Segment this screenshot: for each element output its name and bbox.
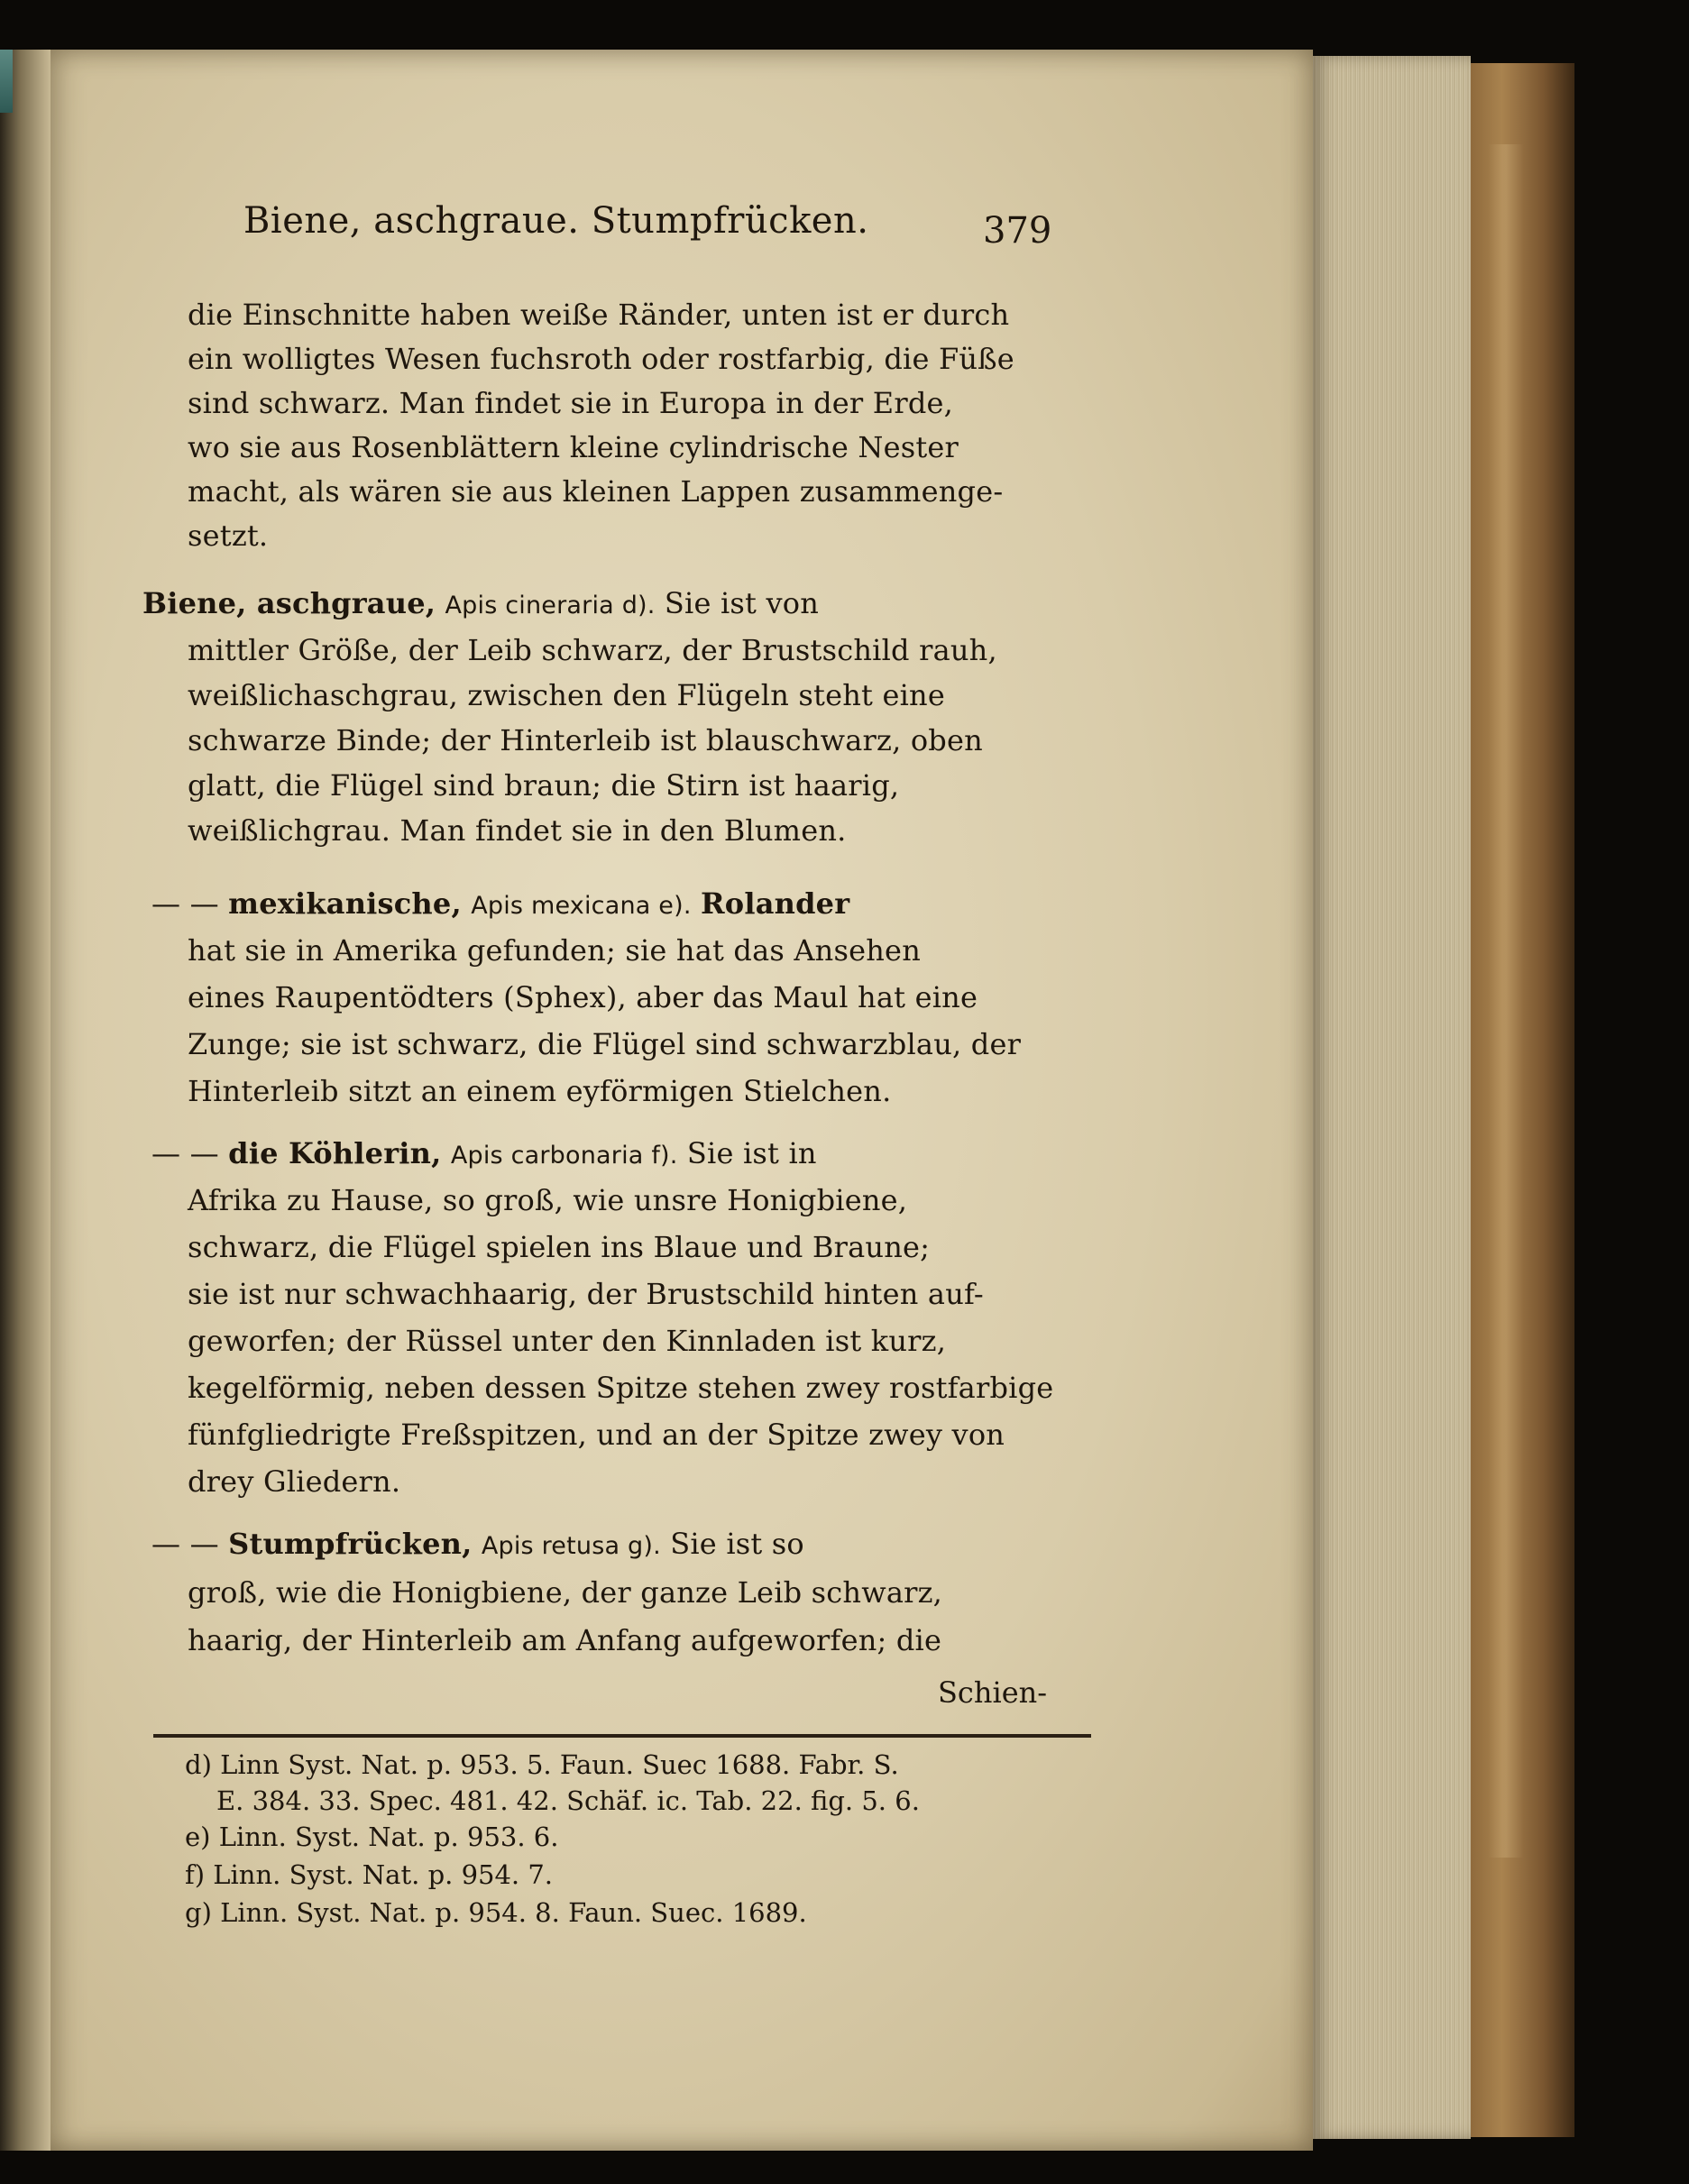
footnote-d: d) Linn Syst. Nat. p. 953. 5. Faun. Suec 1688. Fabr. S. (185, 1749, 899, 1780)
entry-stumpfruecken-first-line (151, 1527, 804, 1561)
text-line: haarig, der Hinterleib am Anfang aufgeworfen; die (188, 1623, 942, 1657)
text-line: Afrika zu Hause, so groß, wie unsre Honigbiene, (188, 1183, 908, 1217)
entry-text: Sie ist in (686, 1136, 817, 1170)
entry-heading: mexikanische, (228, 886, 462, 921)
left-page-edge (0, 50, 50, 2151)
text-line: fünfgliedrigte Freßspitzen, und an der Spitze zwey von (188, 1418, 1005, 1452)
dash: — — (151, 1136, 219, 1170)
latin-name: Apis mexicana e). (471, 892, 692, 920)
text-line: weißlichaschgrau, zwischen den Flügeln steht eine (188, 678, 946, 712)
text-line: die Einschnitte haben weiße Ränder, unten ist er durch (188, 298, 1010, 332)
entry-heading: Stumpfrücken, (228, 1527, 473, 1561)
text-line: glatt, die Flügel sind braun; die Stirn ist haarig, (188, 768, 900, 803)
text-line: ein wolligtes Wesen fuchsroth oder rostfarbig, die Füße (188, 342, 1014, 376)
footnote-f: f) Linn. Syst. Nat. p. 954. 7. (185, 1859, 554, 1890)
entry-aschgraue-first-line (142, 586, 819, 620)
entry-text: Rolander (701, 886, 850, 921)
entry-heading: die Köhlerin, (228, 1136, 442, 1170)
text-line: drey Gliedern. (188, 1464, 401, 1499)
text-line: schwarz, die Flügel spielen ins Blaue und Braune; (188, 1230, 931, 1264)
page-number: 379 (983, 210, 1052, 252)
text-line: geworfen; der Rüssel unter den Kinnladen ist kurz, (188, 1324, 947, 1358)
text-line: sind schwarz. Man findet sie in Europa in der Erde, (188, 386, 954, 420)
latin-name: Apis cineraria d). (445, 592, 656, 619)
footnote-rule (153, 1734, 1091, 1738)
entry-mexikanische-first-line (151, 886, 849, 921)
latin-name: Apis carbonaria f). (450, 1142, 678, 1170)
dash: — — (151, 886, 219, 921)
footnote-d-continued: E. 384. 33. Spec. 481. 42. Schäf. ic. Tab. 22. fig. 5. 6. (216, 1785, 920, 1816)
text-line: mittler Größe, der Leib schwarz, der Brustschild rauh, (188, 633, 997, 667)
text-line: kegelförmig, neben dessen Spitze stehen zwey rostfarbige (188, 1371, 1054, 1405)
bookmark-ribbon (0, 50, 13, 113)
entry-text: Sie ist von (664, 586, 820, 620)
text-line: groß, wie die Honigbiene, der ganze Leib schwarz, (188, 1575, 943, 1610)
text-line: Zunge; sie ist schwarz, die Flügel sind schwarzblau, der (188, 1027, 1022, 1061)
catchword: Schien- (938, 1675, 1048, 1710)
text-line: schwarze Binde; der Hinterleib ist blauschwarz, oben (188, 723, 983, 757)
footnote-g: g) Linn. Syst. Nat. p. 954. 8. Faun. Suec. 1689. (185, 1897, 807, 1928)
running-header-title: Biene, aschgraue. Stumpfrücken. (243, 200, 869, 242)
entry-text: Sie ist so (670, 1527, 804, 1561)
entry-koehlerin-first-line (151, 1136, 817, 1170)
text-line: weißlichgrau. Man findet sie in den Blumen. (188, 813, 847, 848)
page-block-edges (1313, 56, 1471, 2139)
text-line: eines Raupentödters (Sphex), aber das Maul hat eine (188, 980, 978, 1014)
text-line: macht, als wären sie aus kleinen Lappen zusammenge- (188, 474, 1004, 509)
text-line: wo sie aus Rosenblättern kleine cylindrische Nester (188, 430, 959, 464)
cover-highlight (1488, 144, 1524, 1858)
latin-name: Apis retusa g). (481, 1532, 661, 1560)
dash: — — (151, 1527, 219, 1561)
text-line: sie ist nur schwachhaarig, der Brustschild hinten auf- (188, 1277, 984, 1311)
footnote-e: e) Linn. Syst. Nat. p. 953. 6. (185, 1822, 559, 1852)
text-line: hat sie in Amerika gefunden; sie hat das Ansehen (188, 933, 922, 968)
text-line: setzt. (188, 518, 269, 553)
entry-heading: Biene, aschgraue, (142, 586, 436, 620)
text-line: Hinterleib sitzt an einem eyförmigen Stielchen. (188, 1074, 892, 1108)
